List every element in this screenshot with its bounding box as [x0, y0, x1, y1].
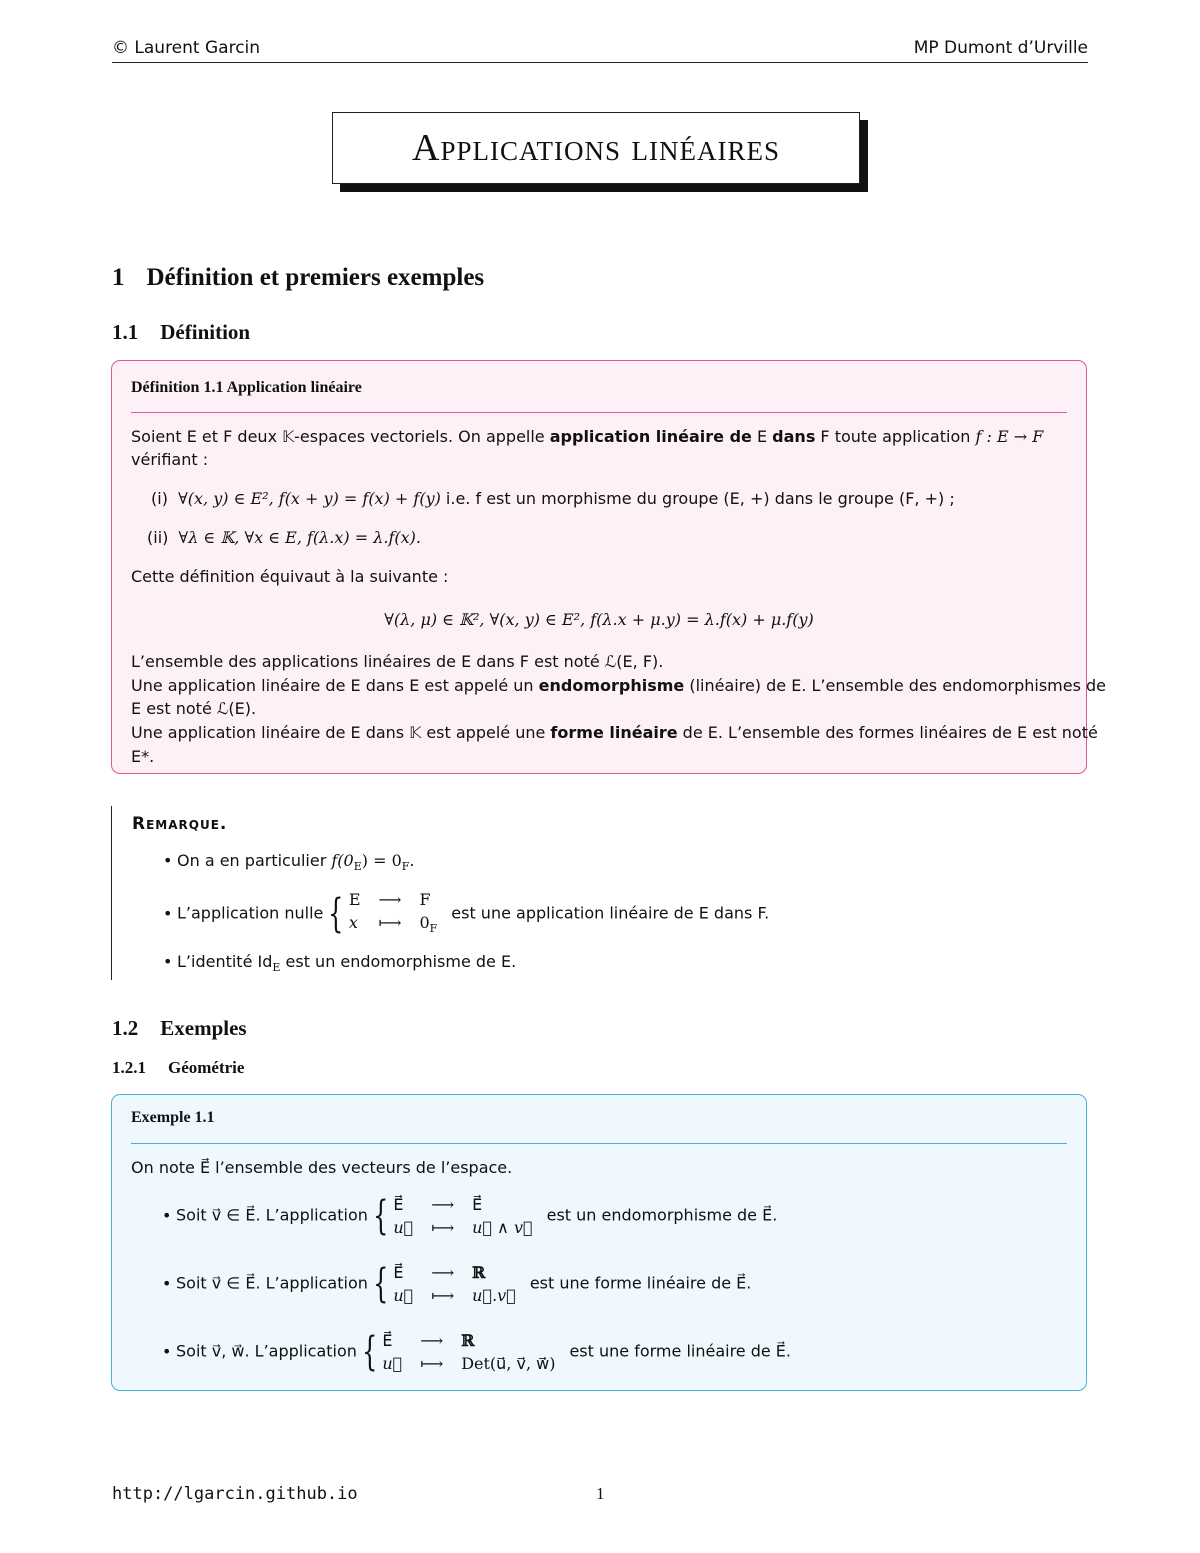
- example-bullet-3: • Soit v⃗, w⃗. L’application { E⃗ ⟶ ℝ u⃗ ⟼ Det(u⃗, v⃗, w⃗) est une forme linéaire de E⃗.: [162, 1329, 791, 1375]
- subsubsection-heading-geometry: [112, 1058, 244, 1078]
- map-domain: E⃗: [393, 1263, 404, 1282]
- subscript: E: [272, 961, 281, 975]
- definition-formula: ∀(λ, μ) ∈ 𝕂², ∀(x, y) ∈ E², f(λ.x + μ.y) = λ.f(x) + μ.f(y): [384, 610, 814, 629]
- subsection-heading-examples: [112, 1016, 247, 1041]
- example-box: [111, 1094, 1087, 1391]
- item-label: (i): [151, 489, 168, 508]
- definition-line-3: E est noté ℒ(E).: [131, 699, 257, 718]
- definition-intro-text: F toute application: [815, 427, 976, 446]
- map-arrow: ⟶: [431, 1195, 455, 1214]
- definition-line-1: L’ensemble des applications linéaires de E dans F est noté ℒ(E, F).: [131, 652, 664, 671]
- definition-equivalence: Cette définition équivaut à la suivante :: [131, 567, 449, 586]
- definition-text: Une application linéaire de E dans E est appelé un: [131, 676, 539, 695]
- map-variable: u⃗: [393, 1218, 414, 1237]
- bullet-text: est une application linéaire de E dans F.: [451, 903, 770, 923]
- map-arrow: ⟼: [431, 1286, 455, 1305]
- cross-product-map: [393, 1193, 532, 1239]
- bullet-text: est une forme linéaire de E⃗.: [569, 1341, 791, 1361]
- remark-title: Remarque.: [132, 814, 228, 834]
- map-arrow: ⟼: [378, 913, 402, 932]
- section-title: Définition et premiers exemples: [146, 264, 485, 291]
- example-title: Exemple 1.1: [131, 1109, 215, 1126]
- header-author: © Laurent Garcin: [112, 38, 261, 58]
- definition-term: dans: [772, 427, 816, 446]
- map-image: u⃗ ∧ v⃗: [472, 1218, 533, 1237]
- example-bullet-1: • Soit v⃗ ∈ E⃗. L’application { E⃗ ⟶ E⃗ u⃗ ⟼ u⃗ ∧ v⃗ est un endomorphisme de E⃗.: [162, 1193, 778, 1239]
- left-brace: {: [328, 891, 344, 938]
- subsection-heading-definition: [112, 320, 250, 345]
- definition-title: Définition 1.1 Application linéaire: [131, 379, 362, 396]
- map-codomain: ℝ: [461, 1331, 475, 1350]
- bullet-math: f(0: [331, 851, 354, 870]
- map-image: u⃗.v⃗: [472, 1286, 516, 1305]
- subscript: F: [429, 922, 438, 936]
- remark-bullet-2: • L’application nulle { E ⟶ F x ⟼ $0_F$ est une application linéaire de E dans F.: [163, 888, 769, 940]
- definition-intro-text: Soient E et F deux 𝕂-espaces vectoriels. On appelle: [131, 427, 550, 446]
- item-text: i.e. f est un morphisme du groupe (E, +) dans le groupe (F, +) ;: [440, 489, 955, 508]
- subsection-title: Définition: [160, 320, 251, 344]
- map-arrow: ⟼: [420, 1354, 444, 1373]
- map-codomain: ℝ: [472, 1263, 486, 1282]
- subscript: F: [401, 860, 410, 874]
- definition-intro-text: E: [751, 427, 773, 446]
- item-label: (ii): [147, 528, 169, 547]
- bullet-text: Soit v⃗ ∈ E⃗. L’application: [176, 1273, 368, 1293]
- map-image: Det(u⃗, v⃗, w⃗): [461, 1354, 556, 1373]
- bullet-text: On a en particulier: [177, 851, 332, 870]
- subsection-title: Exemples: [160, 1016, 247, 1040]
- bullet-math: ) = 0: [361, 851, 402, 870]
- map-variable: x: [348, 913, 358, 932]
- map-codomain: E⃗: [472, 1195, 483, 1214]
- map-image: 0: [419, 913, 430, 932]
- definition-text: Une application linéaire de E dans 𝕂 est appelé une: [131, 723, 551, 742]
- definition-term: forme linéaire: [550, 723, 678, 742]
- example-intro: On note E⃗ l’ensemble des vecteurs de l’espace.: [131, 1158, 513, 1177]
- bullet-text: L’application nulle: [177, 903, 324, 923]
- remark-bullet-3: • L’identité $Id_E$ est un endomorphisme de E.: [163, 952, 517, 975]
- bullet-text: est une forme linéaire de E⃗.: [529, 1273, 752, 1293]
- map-domain: E⃗: [393, 1195, 404, 1214]
- subsubsection-number: 1.2.1: [112, 1058, 146, 1077]
- map-codomain: F: [419, 890, 431, 909]
- left-brace: {: [372, 1261, 389, 1307]
- dot-product-map: [393, 1261, 515, 1307]
- bullet-text: Soit v⃗ ∈ E⃗. L’application: [176, 1205, 368, 1225]
- subsection-number: 1.2: [112, 1016, 139, 1040]
- definition-box: [111, 360, 1107, 774]
- map-arrow: ⟼: [431, 1218, 455, 1237]
- definition-map: f : E → F: [975, 427, 1044, 446]
- subsection-number: 1.1: [112, 320, 139, 344]
- bullet-text: est un endomorphisme de E.: [280, 952, 517, 971]
- zero-map: [349, 888, 437, 940]
- definition-intro: [131, 425, 1071, 448]
- map-variable: u⃗: [382, 1354, 403, 1373]
- definition-item-1: [151, 487, 955, 510]
- section-number: 1: [112, 264, 125, 291]
- definition-line-4: [131, 721, 1098, 744]
- header-school: MP Dumont d’Urville: [913, 38, 1088, 58]
- document-title-text: Applications linéaires: [412, 127, 780, 169]
- section-heading: [112, 264, 484, 292]
- map-domain: E: [348, 890, 361, 909]
- example-bullet-2: • Soit v⃗ ∈ E⃗. L’application { E⃗ ⟶ ℝ u⃗ ⟼ u⃗.v⃗ est une forme linéaire de E⃗.: [162, 1261, 752, 1307]
- map-variable: u⃗: [393, 1286, 414, 1305]
- page-header: [112, 38, 1088, 63]
- map-domain: E⃗: [382, 1331, 393, 1350]
- bullet-text: L’identité Id: [177, 952, 273, 971]
- bullet-text: est un endomorphisme de E⃗.: [546, 1205, 778, 1225]
- example-divider: [131, 1143, 1067, 1144]
- definition-divider: [131, 412, 1067, 413]
- determinant-map: [382, 1329, 555, 1375]
- definition-term: application linéaire de: [549, 427, 752, 446]
- definition-text: de E. L’ensemble des formes linéaires de E est noté: [677, 723, 1098, 742]
- document-title: [332, 112, 860, 184]
- footer-url[interactable]: http://lgarcin.github.io: [112, 1484, 358, 1504]
- map-arrow: ⟶: [431, 1263, 455, 1282]
- map-arrow: ⟶: [378, 890, 402, 909]
- definition-line-5: E*.: [131, 747, 155, 766]
- item-math: ∀(x, y) ∈ E², f(x + y) = f(x) + f(y): [178, 489, 441, 508]
- subsubsection-title: Géométrie: [168, 1058, 245, 1077]
- definition-line-2: [131, 674, 1106, 697]
- subscript: E: [353, 860, 362, 874]
- map-arrow: ⟶: [420, 1331, 444, 1350]
- left-brace: {: [372, 1193, 389, 1239]
- left-brace: {: [361, 1329, 378, 1375]
- definition-item-2: [147, 526, 421, 549]
- bullet-text: Soit v⃗, w⃗. L’application: [176, 1341, 357, 1361]
- definition-text: (linéaire) de E. L’ensemble des endomorphismes de: [684, 676, 1107, 695]
- page-number: 1: [596, 1484, 605, 1503]
- remark-bullet-1: • On a en particulier $f(0_E) = 0_F$.: [163, 851, 415, 874]
- bullet-text: .: [409, 851, 415, 870]
- definition-term: endomorphisme: [538, 676, 685, 695]
- item-math: ∀λ ∈ 𝕂, ∀x ∈ E, f(λ.x) = λ.f(x).: [178, 528, 421, 547]
- definition-intro-line2: vérifiant :: [131, 450, 209, 469]
- remark-block: [111, 806, 112, 980]
